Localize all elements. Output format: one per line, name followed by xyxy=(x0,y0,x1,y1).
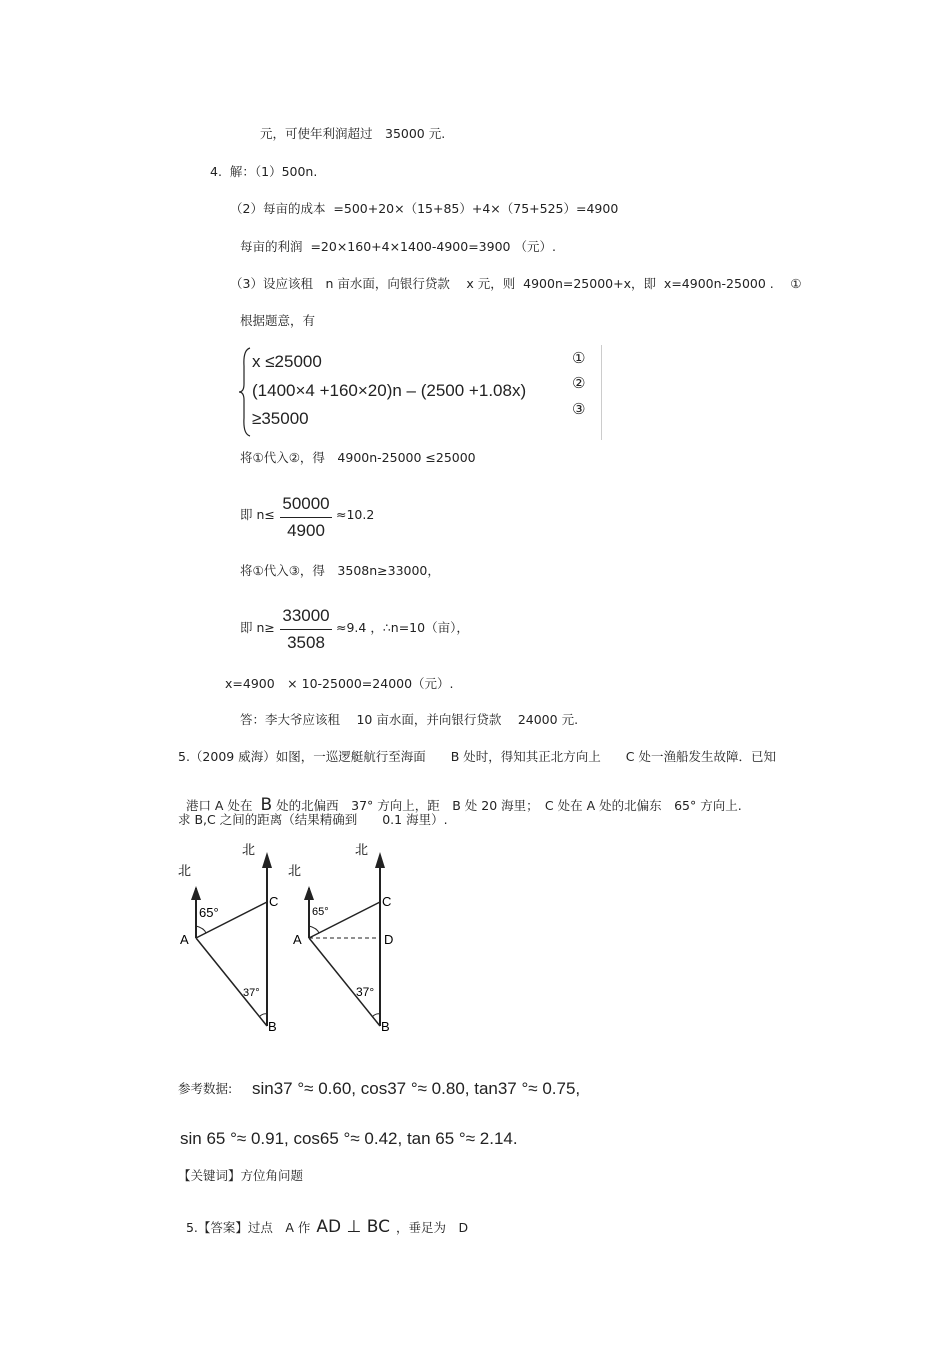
divider xyxy=(601,345,602,440)
north-label: 北 xyxy=(355,842,369,857)
perpendicular-expr: AD ⊥ BC xyxy=(316,1217,390,1237)
point-a-label: A xyxy=(180,932,189,947)
answer-line: 答：李大爷应该租 10 亩水面，并向银行贷款 24000 元. xyxy=(240,712,579,727)
angle-37-label: 37° xyxy=(243,987,260,999)
keywords-line: 【关键词】方位角问题 xyxy=(178,1168,304,1183)
text-line: ≈9.4 ，∴n=10（亩）， xyxy=(336,620,469,635)
text-line: 将①代入②，得 4900n-25000 ≤25000 xyxy=(240,450,476,465)
problem-line: 5.（2009 威海）如图，一巡逻艇航行至海面 B 处时，得知其正北方向上 C 处一渔船发生故障．已知 xyxy=(178,749,776,764)
text-line: 即 n≤ xyxy=(240,507,275,522)
fraction-1 xyxy=(280,494,332,541)
inequality-2: (1400×4 +160×20)n – (2500 +1.08x) xyxy=(252,381,527,400)
answer-header xyxy=(178,1203,468,1236)
north-label: 北 xyxy=(242,842,256,857)
text-line: 每亩的利润 =20×160+4×1400-4900=3900 （元）. xyxy=(240,239,556,254)
problem-line: 求 B,C 之间的距离（结果精确到 0.1 海里）. xyxy=(178,812,448,827)
fraction-denominator: 4900 xyxy=(287,521,325,540)
text-span: ，垂足为 D xyxy=(395,1220,469,1235)
text-line: 即 n≥ xyxy=(240,620,275,635)
text-line: 根据题意，有 xyxy=(240,313,316,328)
label-circle-2: ② xyxy=(572,374,586,392)
geometry-figure xyxy=(170,838,430,1038)
north-label: 北 xyxy=(178,863,192,878)
text-line: 元，可使年利润超过 35000 元. xyxy=(260,126,446,141)
figure-right xyxy=(288,842,393,1034)
text-span: 港口 A 处在 xyxy=(185,798,253,813)
text-span: 5.【答案】过点 A 作 xyxy=(185,1220,311,1235)
fraction-denominator: 3508 xyxy=(287,633,325,652)
point-a-label: A xyxy=(293,932,302,947)
angle-65-label: 65° xyxy=(199,905,219,920)
label-circle-1: ① xyxy=(572,349,586,367)
inequality-3: ≥35000 xyxy=(252,409,309,428)
point-b-label: B xyxy=(268,1019,277,1034)
point-c-label: C xyxy=(269,894,279,909)
reference-data-2: sin 65 °≈ 0.91, cos65 °≈ 0.42, tan 65 °≈ 2.14. xyxy=(180,1129,518,1148)
system-brace xyxy=(238,346,252,438)
figure-left xyxy=(178,842,278,1034)
inequality-1: x ≤25000 xyxy=(252,352,322,371)
north-label: 北 xyxy=(288,863,302,878)
point-c-label: C xyxy=(382,894,392,909)
text-line: 将①代入③，得 3508n≥33000， xyxy=(240,563,440,578)
problem-line xyxy=(178,781,742,814)
point-d-label: D xyxy=(384,932,394,947)
angle-37-label: 37° xyxy=(356,985,375,999)
text-line: （2）每亩的成本 =500+20×（15+85）+4×（75+525）=4900 xyxy=(230,201,619,216)
fraction-2 xyxy=(280,606,332,653)
reference-label: 参考数据: xyxy=(178,1081,233,1096)
label-circle-3: ③ xyxy=(572,400,586,418)
text-line: ≈10.2 xyxy=(336,507,375,522)
point-b-label: B xyxy=(260,795,273,815)
text-span: 处的北偏西 37° 方向上，距 B 处 20 海里； C 处在 A 处的北偏东 65° 方向上. xyxy=(276,798,742,813)
fraction-numerator: 50000 xyxy=(282,494,330,513)
reference-data-1: sin37 °≈ 0.60, cos37 °≈ 0.80, tan37 °≈ 0.75, xyxy=(252,1079,581,1098)
solution-header: 4. 解：（1）500n. xyxy=(210,164,318,179)
fraction-numerator: 33000 xyxy=(282,606,330,625)
point-b-label: B xyxy=(381,1019,390,1034)
angle-65-label: 65° xyxy=(312,906,329,918)
text-line: （3）设应该租 n 亩水面，向银行贷款 x 元，则 4900n=25000+x，即 x=4900n-25000 . ① xyxy=(230,276,802,291)
text-line: x=4900 × 10-25000=24000（元）. xyxy=(225,676,454,691)
